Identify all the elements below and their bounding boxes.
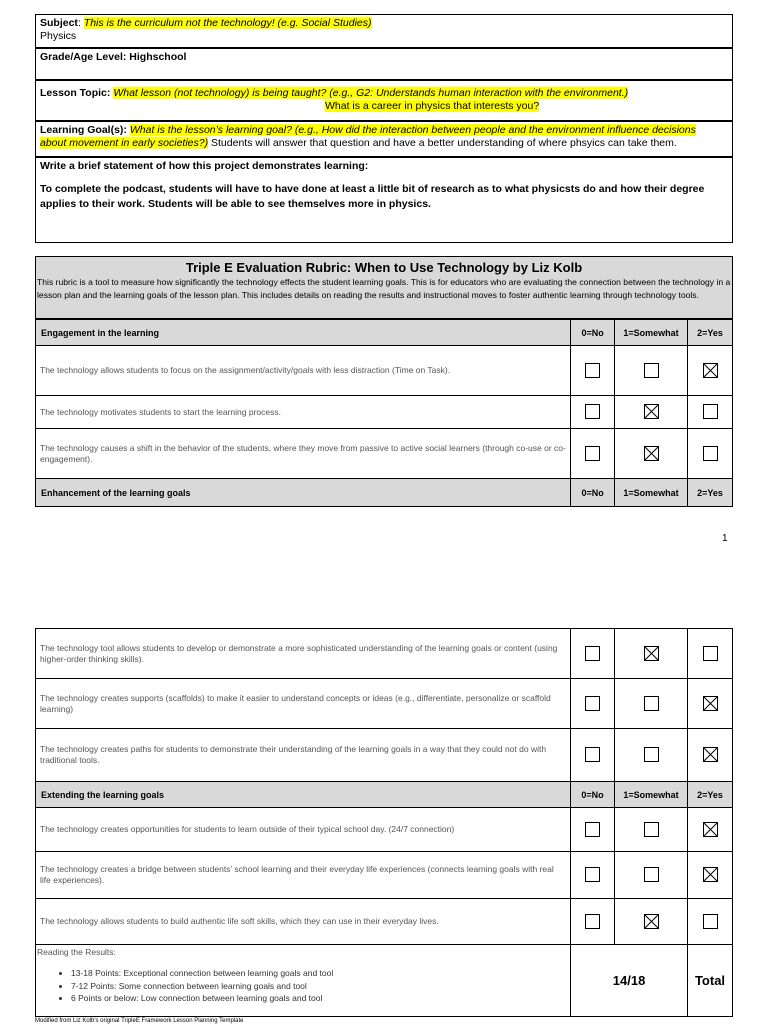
subject-value: Physics: [40, 30, 77, 42]
empty-box-icon: [644, 867, 659, 882]
checked-box-icon: [703, 867, 718, 882]
empty-box-icon: [703, 446, 718, 461]
goal-value: Students will answer that question and have a better understanding of where phsyics can take them.: [211, 137, 677, 149]
section-name: Enhancement of the learning goals: [36, 479, 571, 507]
empty-box-icon: [585, 646, 600, 661]
criterion-text: The technology allows students to build authentic life soft skills, which they can use in their everyday lives.: [36, 899, 571, 945]
checkbox-yes[interactable]: [688, 679, 733, 729]
checkbox-somewhat[interactable]: [615, 396, 688, 429]
checkbox-somewhat[interactable]: [615, 429, 688, 479]
score-label-somewhat: 1=Somewhat: [615, 479, 688, 507]
goal-row: [35, 121, 733, 157]
section-header: [36, 479, 733, 507]
subject-label: Subject: [40, 17, 78, 29]
table-row: [36, 808, 733, 852]
criterion-text: The technology creates paths for students to demonstrate their understanding of the learning goals in a way that they could not do with traditional tools.: [36, 729, 571, 782]
checkbox-no[interactable]: [571, 629, 615, 679]
subject-row: Subject: This is the curriculum not the technology! (e.g. Social Studies) Physics: [35, 14, 733, 48]
footer-note: Modified from Liz Kolb's original TripleE Framework Lesson Planning Template: [35, 1018, 244, 1024]
checked-box-icon: [644, 404, 659, 419]
checked-box-icon: [644, 914, 659, 929]
checkbox-no[interactable]: [571, 729, 615, 782]
grade-label: Grade/Age Level: Highschool: [40, 51, 187, 63]
criterion-text: The technology tool allows students to develop or demonstrate a more sophisticated understanding of the learning goals or content (using higher-order thinking skills).: [36, 629, 571, 679]
table-row: [36, 729, 733, 782]
statement-label: Write a brief statement of how this project demonstrates learning:: [40, 160, 369, 172]
table-row: [36, 429, 733, 479]
checkbox-somewhat[interactable]: [615, 346, 688, 396]
section-name: Engagement in the learning: [36, 320, 571, 346]
score-label-no: 0=No: [571, 782, 615, 808]
checkbox-yes[interactable]: [688, 808, 733, 852]
checkbox-somewhat[interactable]: [615, 899, 688, 945]
empty-box-icon: [585, 404, 600, 419]
checkbox-somewhat[interactable]: [615, 679, 688, 729]
table-row: [36, 629, 733, 679]
empty-box-icon: [585, 867, 600, 882]
topic-label: Lesson Topic:: [40, 87, 111, 99]
total-label: Total: [688, 945, 733, 1017]
empty-box-icon: [644, 822, 659, 837]
table-row: [36, 679, 733, 729]
score-label-somewhat: 1=Somewhat: [615, 320, 688, 346]
table-row: [36, 346, 733, 396]
empty-box-icon: [703, 404, 718, 419]
results-row: [36, 945, 733, 1017]
checkbox-no[interactable]: [571, 429, 615, 479]
empty-box-icon: [585, 363, 600, 378]
table-row: [36, 396, 733, 429]
list-item: • 7-12 Points: Some connection between learning goals and tool: [71, 980, 569, 993]
score-label-yes: 2=Yes: [688, 320, 733, 346]
goal-label: Learning Goal(s):: [40, 124, 127, 136]
topic-prompt: What lesson (not technology) is being taught? (e.g., G2: Understands human interaction with the environment.): [113, 87, 629, 99]
section-name: Extending the learning goals: [36, 782, 571, 808]
rubric-table-page2: [35, 628, 733, 1017]
checkbox-yes[interactable]: [688, 429, 733, 479]
empty-box-icon: [585, 696, 600, 711]
empty-box-icon: [585, 914, 600, 929]
goal-prompt-2: about movement in early societies?): [40, 137, 209, 149]
score-total: 14/18: [571, 945, 688, 1017]
checkbox-somewhat[interactable]: [615, 852, 688, 899]
empty-box-icon: [585, 822, 600, 837]
topic-value: What is a career in physics that interests you?: [325, 100, 540, 112]
criterion-text: The technology creates a bridge between students’ school learning and their everyday life experiences (connects learning goals with real life experiences).: [36, 852, 571, 899]
page-number: 1: [722, 533, 728, 544]
checkbox-no[interactable]: [571, 396, 615, 429]
rubric-intro: This rubric is a tool to measure how significantly the technology effects the student learning goals. This is for educators who are evaluating the connection between the technology in a lesson plan and the learning goals of the lesson plan. This includes details on reading the results and instructional moves to foster authentic learning through technology tools.: [37, 277, 731, 300]
checkbox-yes[interactable]: [688, 346, 733, 396]
empty-box-icon: [585, 747, 600, 762]
list-item: • 6 Points or below: Low connection between learning goals and tool: [71, 992, 569, 1005]
checkbox-no[interactable]: [571, 808, 615, 852]
score-label-yes: 2=Yes: [688, 479, 733, 507]
subject-prompt: This is the curriculum not the technology! (e.g. Social Studies): [83, 17, 372, 29]
score-label-yes: 2=Yes: [688, 782, 733, 808]
empty-box-icon: [703, 646, 718, 661]
criterion-text: The technology creates opportunities for students to learn outside of their typical school day. (24/7 connection): [36, 808, 571, 852]
checkbox-yes[interactable]: [688, 852, 733, 899]
checkbox-somewhat[interactable]: [615, 629, 688, 679]
criterion-text: The technology allows students to focus on the assignment/activity/goals with less distraction (Time on Task).: [36, 346, 571, 396]
checkbox-somewhat[interactable]: [615, 808, 688, 852]
rubric-header: [35, 256, 733, 319]
checked-box-icon: [703, 822, 718, 837]
checkbox-somewhat[interactable]: [615, 729, 688, 782]
statement-row: [35, 157, 733, 243]
topic-row: [35, 80, 733, 121]
list-item: • 13-18 Points: Exceptional connection between learning goals and tool: [71, 967, 569, 980]
results-list: [37, 967, 569, 1005]
criterion-text: The technology creates supports (scaffolds) to make it easier to understand concepts or ideas (e.g., differentiate, personalize or scaffold learning): [36, 679, 571, 729]
rubric-table-page1: [35, 319, 733, 507]
checkbox-yes[interactable]: [688, 729, 733, 782]
goal-prompt-1: What is the lesson’s learning goal? (e.g., How did the interaction between people and the environment influence decisions: [129, 124, 696, 136]
checkbox-no[interactable]: [571, 346, 615, 396]
table-row: [36, 852, 733, 899]
empty-box-icon: [703, 914, 718, 929]
checked-box-icon: [644, 646, 659, 661]
empty-box-icon: [644, 363, 659, 378]
grade-row: [35, 48, 733, 80]
checkbox-yes[interactable]: [688, 396, 733, 429]
checkbox-no[interactable]: [571, 899, 615, 945]
score-label-somewhat: 1=Somewhat: [615, 782, 688, 808]
criterion-text: The technology motivates students to start the learning process.: [36, 396, 571, 429]
empty-box-icon: [585, 446, 600, 461]
section-header: [36, 782, 733, 808]
results-cell: [36, 945, 571, 1017]
criterion-text: The technology causes a shift in the behavior of the students, where they move from passive to active social learners (through co-use or co-engagement).: [36, 429, 571, 479]
checked-box-icon: [703, 363, 718, 378]
statement-value: To complete the podcast, students will have to have done at least a little bit of research as to what physicsts do and how their degree applies to their work. Students will be able to see themselves more in physics.: [40, 183, 705, 210]
table-row: [36, 899, 733, 945]
score-label-no: 0=No: [571, 479, 615, 507]
empty-box-icon: [644, 747, 659, 762]
checkbox-no[interactable]: [571, 679, 615, 729]
checkbox-yes[interactable]: [688, 629, 733, 679]
empty-box-icon: [644, 696, 659, 711]
results-label: Reading the Results:: [37, 947, 116, 957]
checkbox-no[interactable]: [571, 852, 615, 899]
checked-box-icon: [703, 747, 718, 762]
checked-box-icon: [703, 696, 718, 711]
rubric-title: Triple E Evaluation Rubric: When to Use Technology by Liz Kolb: [185, 260, 583, 275]
section-header: [36, 320, 733, 346]
score-label-no: 0=No: [571, 320, 615, 346]
checkbox-yes[interactable]: [688, 899, 733, 945]
checked-box-icon: [644, 446, 659, 461]
